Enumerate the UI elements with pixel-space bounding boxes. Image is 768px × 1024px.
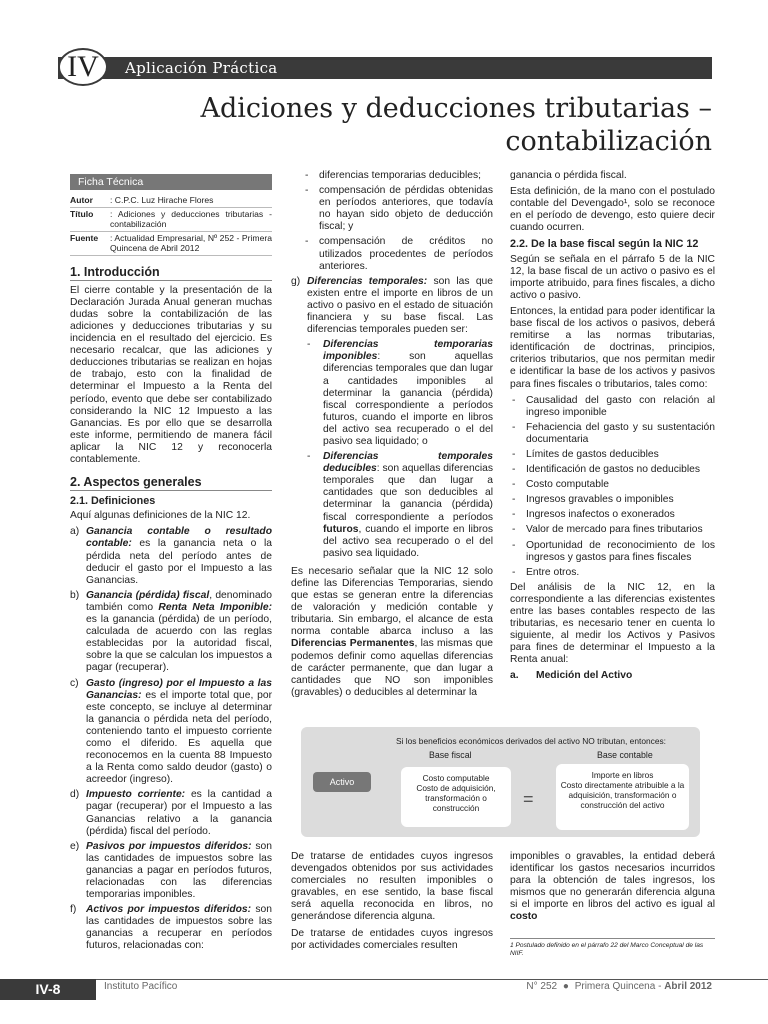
publisher: Instituto Pacífico	[104, 981, 178, 992]
column-1	[70, 174, 272, 956]
item-text-2: es la ganancia (pérdida) de un período, calculada de acuerdo con las reglas establecidas por la autoridad fiscal, sobre la que se calculan los impuestos a pagar (recuperar).	[86, 614, 272, 674]
ficha-key: Fuente	[70, 231, 110, 255]
bullet-text: diferencias temporarias deducibles;	[319, 170, 481, 181]
ficha-key: Título	[70, 207, 110, 231]
list-item: - Costo computable	[512, 479, 715, 491]
column-3	[510, 170, 715, 686]
heading-base-fiscal: 2.2. De la base fiscal según la NIC 12	[510, 238, 699, 251]
ficha-key: Autor	[70, 194, 110, 207]
permanent-diff-paragraph	[291, 566, 493, 699]
para-bold: costo	[510, 911, 538, 923]
intro-paragraph: El cierre contable y la presentación de la Declaración Jurada Anual generan muchas dudas sobre la contabilización de las adiciones y deducciones tributarias y su incidencia en el resultado del ejercicio. Es necesario recalcar, que las adiciones y deducciones tributarias se realizan en hojas de trabajo, esto con la finalidad de determinar el Impuesto a la Renta del período, evento que debe ser contabilizado considerando la NIC 12 Impuesto a las Ganancias. Es por ello que se desarrolla este informe, permitiendo de manera fácil aplicar la NIC 12 y reconocerla contablemente.	[70, 284, 272, 465]
sub-text: : son aquellas diferencias temporales que dan lugar a cantidades imponibles al determinar la ganancia (pérdida) fiscal correspondiente a períodos futuros, cuando el importe en libros del activo sea recuperado o el del pasivo sea liquidado; o	[323, 351, 493, 447]
paragraph: De tratarse de entidades cuyos ingresos devengados obtenidos por sus actividades comerciales no resulten imponibles o gravables, en ese sentido, la base fiscal será aquella reconocida en libros, no generándose diferencia alguna.	[291, 851, 493, 923]
list-item: - Fehaciencia del gasto y su sustentación documentaria	[512, 421, 715, 445]
paragraph: De tratarse de entidades cuyos ingresos por actividades comerciales resulten	[291, 927, 493, 951]
definition-item	[70, 590, 272, 675]
item-term: Diferencias temporales:	[307, 275, 428, 287]
ficha-table	[70, 194, 272, 256]
ficha-row	[70, 207, 272, 231]
list-text: Oportunidad de reconocimiento de los ingresos y gastos para fines fiscales	[526, 539, 715, 563]
item-term: Impuesto corriente:	[86, 789, 186, 801]
para-text: imponibles o gravables, la entidad deberá identificar los gastos necesarios incurridos para la obtención de tales ingresos, los mismos que no generarán diferencia alguna si el importe en libros del activo es igual al	[510, 851, 715, 911]
item-text: son las que existen entre el importe en libros de un activo o pasivo en el estado de situación financiera y su base fiscal. Las diferencias temporales pueden ser:	[307, 275, 494, 336]
item-marker: a.	[510, 670, 519, 682]
list-text: Fehaciencia del gasto y su sustentación documentaria	[526, 421, 715, 445]
issue-info	[526, 981, 712, 992]
list-item: - Ingresos inafectos o exonerados	[512, 509, 715, 521]
list-text: Costo computable	[526, 479, 609, 491]
label-base-fiscal: Base fiscal	[429, 750, 472, 760]
heading-medicion-activo	[510, 670, 715, 682]
item-marker: c)	[70, 677, 79, 689]
sub-text-2: , cuando el importe en libros del activo sea recuperado o el del pasivo sea liquidado.	[323, 523, 493, 559]
para-text-2: , las mismas que podemos definir como aquellas diferencias de carácter permanente, que dan lugar a cantidades que NO son imponibles (gravables) o deducibles al determinar la	[291, 638, 493, 698]
paragraph: Entonces, la entidad para poder identificar la base fiscal de los activos o pasivos, deberá remitirse a las normas tributarias, identificación de doctrinas, principios, criterios tributarios, que nos permitan medir e identificar la base de los activos y pasivos para fines fiscales o tributarios, tales como:	[510, 305, 715, 390]
bullet-item: - diferencias temporarias deducibles;	[305, 170, 493, 182]
sub-term: Diferencias temporales deducibles	[323, 451, 493, 475]
para-text: Es necesario señalar que la NIC 12 solo define las Diferencias Temporarias, siendo que estas se generan entre la diferencias de valoración y medición contable y tributaria. Sin embargo, el alcance de esta norma contable abarca incluso a las	[291, 565, 493, 638]
item-marker: f)	[70, 904, 77, 916]
issue-period: Primera Quincena -	[574, 981, 665, 992]
para-bold: Diferencias Permanentes	[291, 638, 415, 650]
list-text: Límites de gastos deducibles	[526, 448, 659, 460]
footnote: 1 Postulado definido en el párrafo 22 del Marco Conceptual de las NIIF.	[510, 938, 715, 958]
base-diagram	[301, 727, 700, 837]
label-base-contable: Base contable	[597, 750, 653, 760]
column-2	[291, 170, 493, 703]
list-text: Ingresos gravables o imponibles	[526, 494, 674, 506]
definition-item	[70, 841, 272, 901]
bullet-text: compensación de pérdidas obtenidas en períodos anteriores, que todavía no hayan sido objeto de deducción fiscal; y	[319, 185, 493, 233]
item-term: Pasivos por impuestos diferidos:	[86, 840, 252, 852]
list-text: Entre otros.	[526, 566, 580, 578]
item-term: Activos por impuestos diferidos:	[86, 904, 252, 916]
definition-item	[70, 526, 272, 586]
sub-term: Diferencias temporarias imponibles	[323, 339, 493, 363]
list-item: - Entre otros.	[512, 567, 715, 579]
list-text: Valor de mercado para fines tributarios	[526, 524, 703, 536]
column-2-lower	[291, 851, 493, 956]
item-marker: g)	[291, 275, 301, 287]
heading-aspectos: 2. Aspectos generales	[70, 476, 272, 491]
bullet-text: compensación de créditos no utilizados procedentes de períodos anteriores.	[319, 236, 493, 272]
title-line-2: contabilización	[505, 126, 712, 157]
paragraph: Del análisis de la NIC 12, en la correspondiente a las diferencias existentes entre las bases contables respecto de las tributarias, es necesario tener en cuenta lo siguiente, al medir los Activos y Pasivos para fines de determinar el Impuesto a la Renta anual:	[510, 581, 715, 666]
item-text: son las cantidades de impuestos sobre las ganancias a recuperar en períodos futuros, relacionadas con:	[86, 904, 272, 952]
costo-computable-box: Costo computable Costo de adquisición, transformación o construcción	[401, 767, 511, 827]
section-name: Aplicación Práctica	[125, 59, 278, 77]
column-3-lower	[510, 851, 715, 928]
list-text: Ingresos inafectos o exonerados	[526, 509, 675, 521]
item-term: Gasto (ingreso) por el Impuesto a las Ganancias:	[86, 677, 272, 701]
sub-bold: futuros	[323, 523, 359, 535]
item-text: Medición del Activo	[536, 670, 633, 682]
paragraph: Esta definición, de la mano con el postulado contable del Devengado¹, solo se reconoce en el período de devengo, esto quiere decir cuando ocurren.	[510, 186, 715, 234]
bullet-item: - compensación de créditos no utilizados procedentes de períodos anteriores.	[305, 236, 493, 272]
definition-item	[70, 789, 272, 837]
list-item: - Valor de mercado para fines tributarios	[512, 524, 715, 536]
heading-definiciones: 2.1. Definiciones	[70, 495, 156, 508]
definition-item	[70, 904, 272, 952]
list-text: Causalidad del gasto con relación al ingreso imponible	[526, 394, 715, 418]
definition-item	[291, 276, 493, 563]
ficha-value: : Adiciones y deducciones tributarias - contabilización	[110, 208, 272, 230]
item-marker: b)	[70, 589, 80, 601]
diagram-header: Si los beneficios económicos derivados del activo NO tributan, entonces:	[396, 736, 667, 746]
title-line-1: Adiciones y deducciones tributarias –	[200, 93, 712, 124]
ficha-heading: Ficha Técnica	[70, 174, 272, 190]
list-item: - Ingresos gravables o imponibles	[512, 494, 715, 506]
ficha-row	[70, 194, 272, 207]
ficha-value: : C.P.C. Luz Hirache Flores	[110, 194, 272, 207]
sub-item: - Diferencias temporarias imponibles: son aquellas diferencias temporales que dan lugar a cantidades imponibles al determinar la ganancia (pérdida) fiscal correspondiente a períodos futuros, cuando el importe en libros del activo sea recuperado o el del pasivo sea liquidado; o	[307, 339, 493, 447]
importe-libros-box: Importe en libros Costo directamente atribuible a la adquisición, transformación o construcción del activo	[556, 764, 689, 830]
sub-text: : son aquellas diferencias temporales que dan lugar a cantidades que son deducibles al determinar la ganancia (pérdida) fiscal correspondiente a períodos	[323, 463, 493, 523]
item-text: es la cantidad a pagar (recuperar) por el Impuesto a las Ganancias relativo a la ganancia (pérdida) fiscal del período.	[86, 789, 272, 837]
item-term: Ganancia contable o resultado contable:	[86, 526, 272, 550]
definition-item	[70, 678, 272, 787]
item-text: es la ganancia neta o la pérdida neta del período antes de deducir el gasto por el Impuesto a las Ganancias.	[86, 538, 272, 586]
section-roman-numeral: IV	[58, 48, 108, 86]
item-term: Ganancia (pérdida) fiscal	[86, 589, 210, 601]
sub-item: - Diferencias temporales deducibles: son aquellas diferencias temporales que dan lugar a cantidades que son deducibles al determinar la ganancia (pérdida) fiscal correspondiente a períodos futuros, cuando el importe en libros del activo sea recuperado o el del pasivo sea liquidado.	[307, 451, 493, 559]
paragraph	[510, 851, 715, 924]
list-item: - Causalidad del gasto con relación al ingreso imponible	[512, 394, 715, 418]
paragraph: Según se señala en el párrafo 5 de la NIC 12, la base fiscal de un activo o pasivo es el importe atribuido, para fines fiscales, a dicho activo o pasivo.	[510, 253, 715, 301]
page-title	[192, 92, 712, 158]
list-item: - Límites de gastos deducibles	[512, 449, 715, 461]
item-marker: d)	[70, 789, 80, 801]
item-text: , denominado también como	[86, 589, 272, 613]
ficha-row	[70, 231, 272, 255]
item-marker: a)	[70, 526, 80, 538]
list-text: Identificación de gastos no deducibles	[526, 464, 701, 476]
ficha-value: : Actualidad Empresarial, Nº 252 - Primera Quincena de Abril 2012	[110, 232, 272, 254]
item-text: es el importe total que, por este concepto, se incluye al determinar la ganancia o pérdida neta del período, conteniendo tanto el impuesto corriente como el diferido. Es aquella que reconocemos en la cuenta 88 Impuesto a la Renta como saldo deudor (gasto) o acreedor (ingreso).	[86, 689, 272, 786]
separator-dot: ●	[562, 981, 569, 992]
activo-label: Activo	[313, 772, 371, 792]
issue-number: N° 252	[526, 981, 558, 992]
equals-sign: =	[523, 789, 534, 809]
item-text: son las cantidades de impuestos sobre las ganancias a pagar en períodos futuros, relacionadas con las diferencias temporarias imponibles.	[86, 840, 273, 901]
list-item: - Identificación de gastos no deducibles	[512, 464, 715, 476]
item-marker: e)	[70, 840, 80, 852]
issue-date: Abril 2012	[664, 981, 712, 992]
heading-introduccion: 1. Introducción	[70, 266, 272, 281]
list-item: - Oportunidad de reconocimiento de los ingresos y gastos para fines fiscales	[512, 539, 715, 563]
paragraph: ganancia o pérdida fiscal.	[510, 170, 627, 181]
page-number: IV-8	[0, 979, 96, 1000]
item-term-2: Renta Neta Imponible:	[158, 601, 272, 613]
definiciones-intro: Aquí algunas definiciones de la NIC 12.	[70, 510, 251, 522]
bullet-item: - compensación de pérdidas obtenidas en períodos anteriores, que todavía no hayan sido objeto de deducción fiscal; y	[305, 185, 493, 233]
